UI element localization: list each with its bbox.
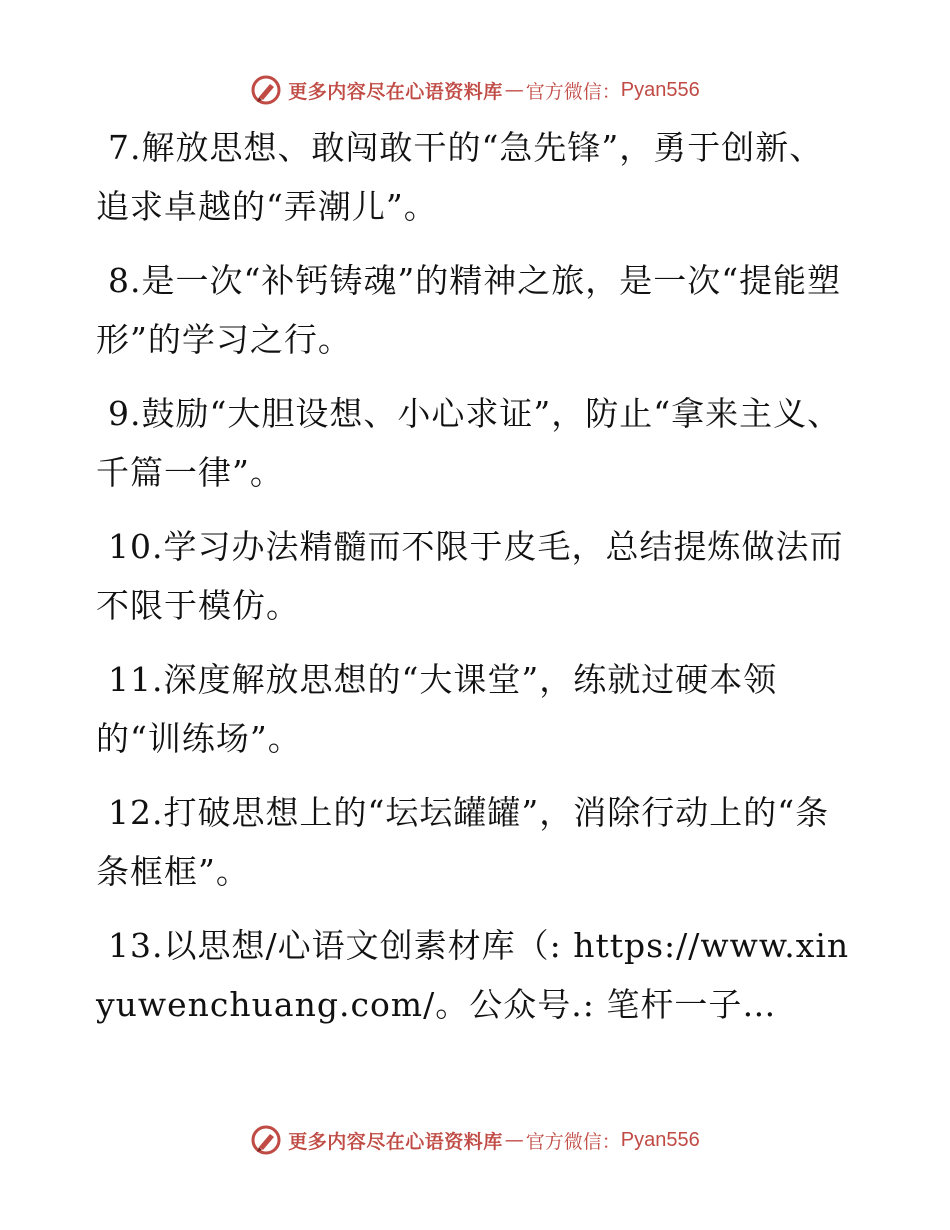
list-item: 9.鼓励“大胆设想、小心求证”，防止“拿来主义、千篇一律”。: [96, 394, 842, 492]
banner-official-label: 官方微信：: [525, 1130, 621, 1153]
banner-dash: —: [504, 1129, 524, 1151]
banner-wechat-handle: Pyan556: [620, 1128, 700, 1151]
header-banner: [0, 70, 950, 110]
pen-logo-icon: [250, 74, 282, 106]
banner-brand: 更多内容尽在心语资料库: [288, 1130, 503, 1153]
banner-brand: 更多内容尽在心语资料库: [288, 80, 503, 103]
footer-banner: [0, 1120, 950, 1160]
banner-dash: —: [504, 79, 524, 101]
list-item: 8.是一次“补钙铸魂”的精神之旅，是一次“提能塑形”的学习之行。: [96, 261, 842, 359]
list-item: 12.打破思想上的“坛坛罐罐”，消除行动上的“条条框框”。: [96, 793, 830, 891]
list-item: 10.学习办法精髓而不限于皮毛，总结提炼做法而不限于模仿。: [96, 527, 844, 625]
list-item: 11.深度解放思想的“大课堂”，练就过硬本领的“训练场”。: [96, 660, 778, 758]
list-item: 7.解放思想、敢闯敢干的“急先锋”，勇于创新、追求卓越的“弄潮儿”。: [96, 128, 824, 226]
list-item: 13.以思想/心语文创素材库（: https://www.xinyuwenchuang.com/。公众号.: 笔杆一子…: [96, 926, 850, 1024]
banner-official-label: 官方微信：: [525, 80, 621, 103]
document-body: [96, 118, 856, 1049]
banner-wechat-handle: Pyan556: [620, 78, 700, 101]
pen-logo-icon: [250, 1124, 282, 1156]
